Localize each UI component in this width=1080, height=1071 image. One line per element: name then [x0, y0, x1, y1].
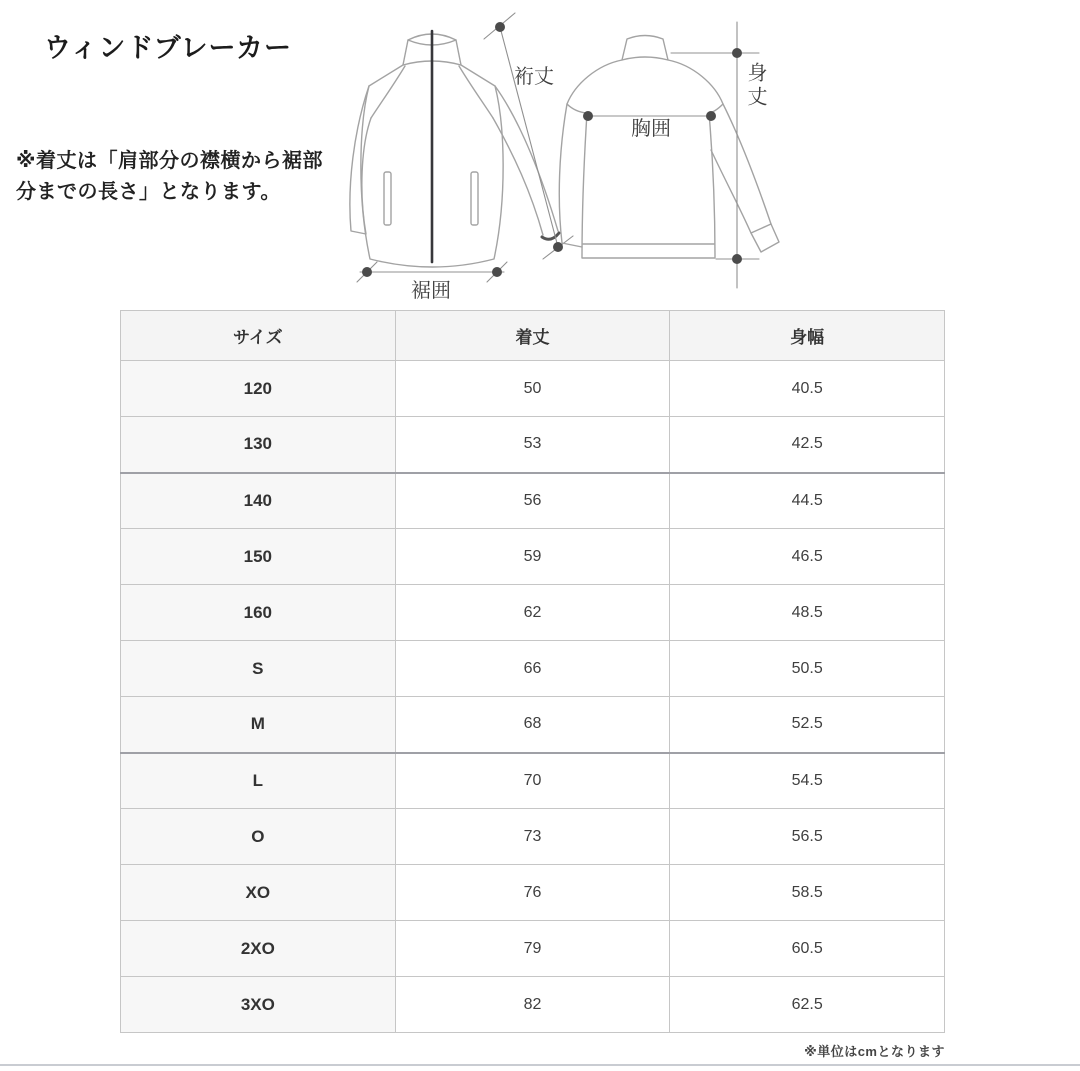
length-value: 70	[395, 753, 670, 809]
unit-footnote: ※単位はcmとなります	[804, 1044, 945, 1059]
size-value: L	[121, 753, 396, 809]
front-pocket-right	[471, 172, 478, 225]
size-value: 160	[121, 585, 396, 641]
width-value: 48.5	[670, 585, 945, 641]
width-value: 46.5	[670, 529, 945, 585]
length-value: 56	[395, 473, 670, 529]
size-value: 3XO	[121, 977, 396, 1033]
width-value: 54.5	[670, 753, 945, 809]
table-row	[121, 977, 945, 1033]
width-value: 56.5	[670, 809, 945, 865]
table-row	[121, 809, 945, 865]
back-collar	[622, 36, 668, 61]
body-length-label: 身丈	[744, 62, 766, 110]
size-value: S	[121, 641, 396, 697]
size-value: 120	[121, 361, 396, 417]
length-value: 50	[395, 361, 670, 417]
length-value: 62	[395, 585, 670, 641]
table-row	[121, 585, 945, 641]
header-width: 身幅	[670, 311, 945, 361]
back-shoulder-right	[668, 60, 723, 113]
table-header-row	[121, 311, 945, 361]
length-value: 79	[395, 921, 670, 977]
table-row	[121, 921, 945, 977]
back-shoulder-left	[567, 60, 622, 113]
measurement-dot	[362, 267, 372, 277]
front-pocket-left	[384, 172, 391, 225]
width-value: 60.5	[670, 921, 945, 977]
length-measure-note	[16, 146, 323, 208]
length-value: 76	[395, 865, 670, 921]
length-value: 73	[395, 809, 670, 865]
note-line-1: ※着丈は「肩部分の襟横から裾部	[16, 150, 323, 172]
size-value: O	[121, 809, 396, 865]
measurement-dot	[553, 242, 563, 252]
width-value: 52.5	[670, 697, 945, 753]
table-row	[121, 865, 945, 921]
width-value: 58.5	[670, 865, 945, 921]
back-right-sleeve	[711, 104, 771, 233]
size-value: 2XO	[121, 921, 396, 977]
bottom-divider	[0, 1064, 1080, 1066]
measurement-dot	[583, 111, 593, 121]
hem-label: 裾囲	[411, 280, 451, 302]
size-value: 150	[121, 529, 396, 585]
length-value: 68	[395, 697, 670, 753]
table-row	[121, 529, 945, 585]
measurement-dot	[495, 22, 505, 32]
chest-label: 胸囲	[631, 118, 671, 140]
back-right-cuff	[751, 224, 779, 252]
page-title: ウィンドブレーカー	[44, 33, 292, 63]
table-row	[121, 697, 945, 753]
table-row	[121, 641, 945, 697]
jacket-measurement-diagram	[330, 0, 790, 300]
measurement-dot	[732, 48, 742, 58]
width-value: 40.5	[670, 361, 945, 417]
header-length: 着丈	[395, 311, 670, 361]
measurement-dot	[706, 111, 716, 121]
header-size: サイズ	[121, 311, 396, 361]
length-value: 53	[395, 417, 670, 473]
note-line-2: 分までの長さ」となります。	[16, 181, 281, 203]
size-value: 130	[121, 417, 396, 473]
table-row	[121, 361, 945, 417]
table-row	[121, 753, 945, 809]
measurement-dot	[492, 267, 502, 277]
length-value: 66	[395, 641, 670, 697]
table-row	[121, 473, 945, 529]
length-value: 59	[395, 529, 670, 585]
sleeve-length-label: 裄丈	[514, 66, 554, 88]
width-value: 50.5	[670, 641, 945, 697]
size-value: XO	[121, 865, 396, 921]
width-value: 44.5	[670, 473, 945, 529]
table-row	[121, 417, 945, 473]
front-right-cuff	[542, 233, 559, 239]
size-value: M	[121, 697, 396, 753]
width-value: 62.5	[670, 977, 945, 1033]
width-value: 42.5	[670, 417, 945, 473]
front-jacket-diagram	[350, 13, 573, 282]
back-left-sleeve	[559, 104, 582, 247]
size-chart-table	[120, 310, 945, 1033]
measurement-dot	[732, 254, 742, 264]
size-value: 140	[121, 473, 396, 529]
length-value: 82	[395, 977, 670, 1033]
